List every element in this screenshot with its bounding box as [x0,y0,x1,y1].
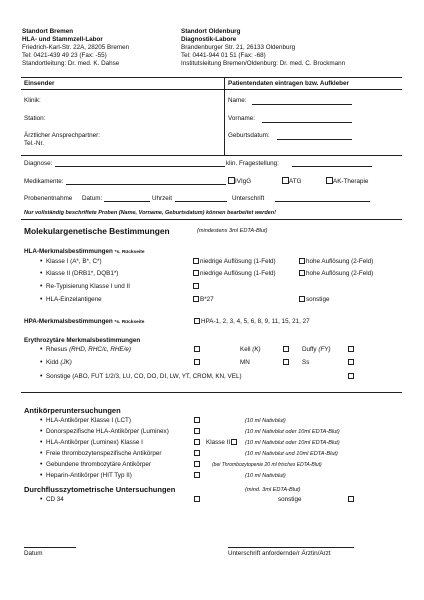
medication-field[interactable] [66,184,226,185]
name-field[interactable] [252,104,352,105]
checkbox[interactable] [194,472,200,478]
birthdate-label: Geburtsdatum: [228,132,270,139]
antibody-item: • Gebundene thrombozytäre Antikörper [40,461,151,468]
antibody-note: (10 ml Nativblut) [245,473,286,479]
sample-date-field[interactable] [104,201,150,202]
checkbox[interactable] [283,346,289,352]
checkbox[interactable] [231,439,237,445]
antibody-item: • Freie thrombozytenspezifische Antikörper [40,450,162,457]
medication-label: Medikamente: [24,178,64,185]
antibody-note: (10 ml Nativblut oder 10ml EDTA-Blut) [245,440,340,446]
antibody-luminex-class1[interactable] [194,439,201,447]
molecular-note: (mindestens 3ml EDTA-Blut) [197,228,268,234]
diagnosis-label: Diagnose: [24,160,53,167]
flow-title: Durchflusszytometrische Untersuchungen [24,485,176,494]
ery-item: • Kidd (JK) [40,359,72,366]
ivig-option[interactable]: IVIgG [228,177,251,186]
checkbox[interactable] [194,496,200,502]
ivig-checkbox[interactable] [228,177,235,184]
clinic-label: Klinik: [24,97,41,104]
antibody-note: (10 ml Nativblut und 10ml EDTA-Blut) [245,451,338,457]
antibody-bound-platelet[interactable] [194,461,201,469]
ery-kell[interactable] [283,346,290,354]
hla-class1-low[interactable]: niedrige Auflösung (1-Feld) [193,258,276,266]
hla-b27[interactable]: B*27 [193,296,214,304]
ery-title: Erythrozytäre Merkmalsbestimmungen [24,337,141,344]
hpa-option[interactable]: HPA-1, 2, 3, 4, 5, 6, 8, 9, 11, 15, 21, 27 [194,318,310,326]
checkbox[interactable] [193,270,199,276]
checkbox[interactable] [194,346,200,352]
bremen-lead: Standortleitung: Dr. med. K. Dahse [22,60,120,67]
checkbox[interactable] [194,439,200,445]
ery-other[interactable] [348,373,355,381]
date-label: Datum: [82,195,103,202]
antibody-item: • HLA-Antikörper (Luminex) Klasse I [40,439,143,446]
oldenburg-title: Standort Oldenburg [181,28,241,35]
checkbox[interactable] [193,296,199,302]
footer-date-label: Datum [24,550,43,557]
sample-label: Probenentnahme [24,195,73,202]
oldenburg-lead: Institutsleitung Bremen/Oldenburg: Dr. med. C. Brockmann [181,60,346,67]
patient-label: Patientendaten eintragen bzw. Aufkleber [228,80,349,87]
sample-time-field[interactable] [175,201,227,202]
bremen-title: Standort Bremen [22,28,74,35]
footer-signature-line[interactable] [228,547,354,548]
flow-other-label: sonstige [278,496,302,503]
hla-item: • Klasse II (DRB1*, DQB1*) [40,270,119,277]
sender-bottom-line [21,155,402,156]
ak-option[interactable]: AK-Therapie [326,177,368,186]
flow-other[interactable] [348,496,355,504]
atg-option[interactable]: ATG [282,177,301,186]
oldenburg-address: Brandenburger Str. 21, 26133 Oldenburg [181,44,296,51]
checkbox[interactable] [348,359,354,365]
hla-retype[interactable] [193,283,200,291]
checkbox[interactable] [348,346,354,352]
hla-other[interactable]: sonstige [299,296,329,304]
footer-date-line[interactable] [24,547,76,548]
ery-item: • Rhesus (RHD, RHC/c, RHE/e) [40,346,131,353]
question-label: klin. Fragestellung: [226,160,279,167]
checkbox[interactable] [299,270,305,276]
antibody-dsa[interactable] [194,428,201,436]
flow-item: • CD 34 [40,496,64,503]
oldenburg-subtitle: Diagnostik-Labore [181,36,237,43]
hla-class2-high[interactable]: hohe Auflösung (2-Feld) [299,270,373,278]
checkbox[interactable] [194,428,200,434]
sender-header-line [21,89,402,90]
tel-label: Tel.-Nr. [24,140,44,147]
hla-title: HLA-Merkmalsbestimmungen *s. Rückseite [24,248,145,255]
ery-ss-label: Ss [302,359,310,366]
checkbox[interactable] [194,417,200,423]
checkbox[interactable] [193,258,199,264]
antibody-luminex-class2[interactable]: Klasse II [206,439,238,447]
firstname-label: Vorname: [228,115,255,122]
hla-item: • HLA-Einzelantigene [40,296,102,303]
hla-class1-high[interactable]: hohe Auflösung (2-Feld) [299,258,373,266]
oldenburg-phone: Tel: 0441-944 01 51 (Fax: -68) [181,52,266,59]
checkbox[interactable] [299,258,305,264]
sample-note: Nur vollständig beschriftete Proben (Name, Vorname, Geburtsdatum) können bearbeitet werden! [24,210,276,216]
checkbox[interactable] [348,373,354,379]
molecular-bottom-line [21,392,402,393]
ak-checkbox[interactable] [326,177,333,184]
signature-label: Unterschrift [232,195,265,202]
ery-rhesus[interactable] [194,346,201,354]
firstname-field[interactable] [262,122,352,123]
molecular-title: Molekulargenetische Bestimmungen [24,226,170,236]
ery-mn-label: MN [240,359,250,366]
contact-label: Ärztlicher Ansprechpartner: [24,132,100,139]
antibody-note: (10 ml Nativblut) [245,418,286,424]
antibody-note: (10 ml Nativblut oder 10ml EDTA-Blut) [245,429,340,435]
hpa-title: HPA-Merkmalsbestimmungen *s. Rückseite [24,318,145,325]
diagnosis-field[interactable] [55,166,225,167]
checkbox[interactable] [348,496,354,502]
hla-item: • Klasse I (A*, B*, C*) [40,258,102,265]
hla-item: • Re-Typisierung Klasse I und II [40,283,130,290]
ery-kidd[interactable] [194,359,201,367]
antibody-lct[interactable] [194,417,201,425]
ery-ss[interactable] [348,359,355,367]
footer-signature-label: Unterschrift anfordernde/r Ärztin/Arzt [228,550,331,557]
checkbox[interactable] [194,461,200,467]
checkbox[interactable] [299,296,305,302]
station-label: Station: [24,115,46,122]
checkbox[interactable] [194,450,200,456]
flow-cd34[interactable] [194,496,201,504]
checkbox[interactable] [283,359,289,365]
ery-kell-label: Kell (K) [240,346,261,353]
sample-signature-field[interactable] [275,201,370,202]
antibody-title: Antikörperuntersuchungen [24,406,121,415]
bremen-address: Friedrich-Karl-Str. 22A, 28205 Bremen [22,44,130,51]
ery-duffy[interactable] [348,346,355,354]
name-label: Name: [228,97,247,104]
bremen-subtitle: HLA- und Stammzell-Labor [22,36,103,43]
antibody-item: • Donorspezifische HLA-Antikörper (Luminex) [40,428,169,435]
sender-label: Einsender [24,80,55,87]
ery-duffy-label: Duffy (FY) [302,346,331,353]
antibody-free-platelet[interactable] [194,450,201,458]
antibody-item: • Heparin-Antikörper (HIT Typ II) [40,472,132,479]
sender-top-line [21,77,402,78]
antibody-heparin[interactable] [194,472,201,480]
clinical-bottom-line [21,219,402,220]
ery-item: • Sonstige (ABO, FUT 1/2/3, LU, CO, DO, DI, LW, YT, CROM, KN, VEL) [40,373,242,380]
hla-class2-low[interactable]: niedrige Auflösung (1-Feld) [193,270,276,278]
question-field[interactable] [292,166,372,167]
antibody-item: • HLA-Antikörper Klasse I (LCT) [40,417,131,424]
bremen-phone: Tel: 0421-439 49 23 (Fax: -55) [22,52,107,59]
checkbox[interactable] [193,283,199,289]
checkbox[interactable] [194,359,200,365]
time-label: Uhrzeit [152,195,172,202]
ery-mn[interactable] [283,359,290,367]
checkbox[interactable] [194,318,200,324]
birthdate-field[interactable] [277,139,352,140]
flow-note: (mind. 3ml EDTA-Blut) [245,487,301,493]
antibody-note: (bei Thrombozytopenie 20 ml frisches EDTA-Blut) [212,462,322,468]
atg-checkbox[interactable] [282,177,289,184]
